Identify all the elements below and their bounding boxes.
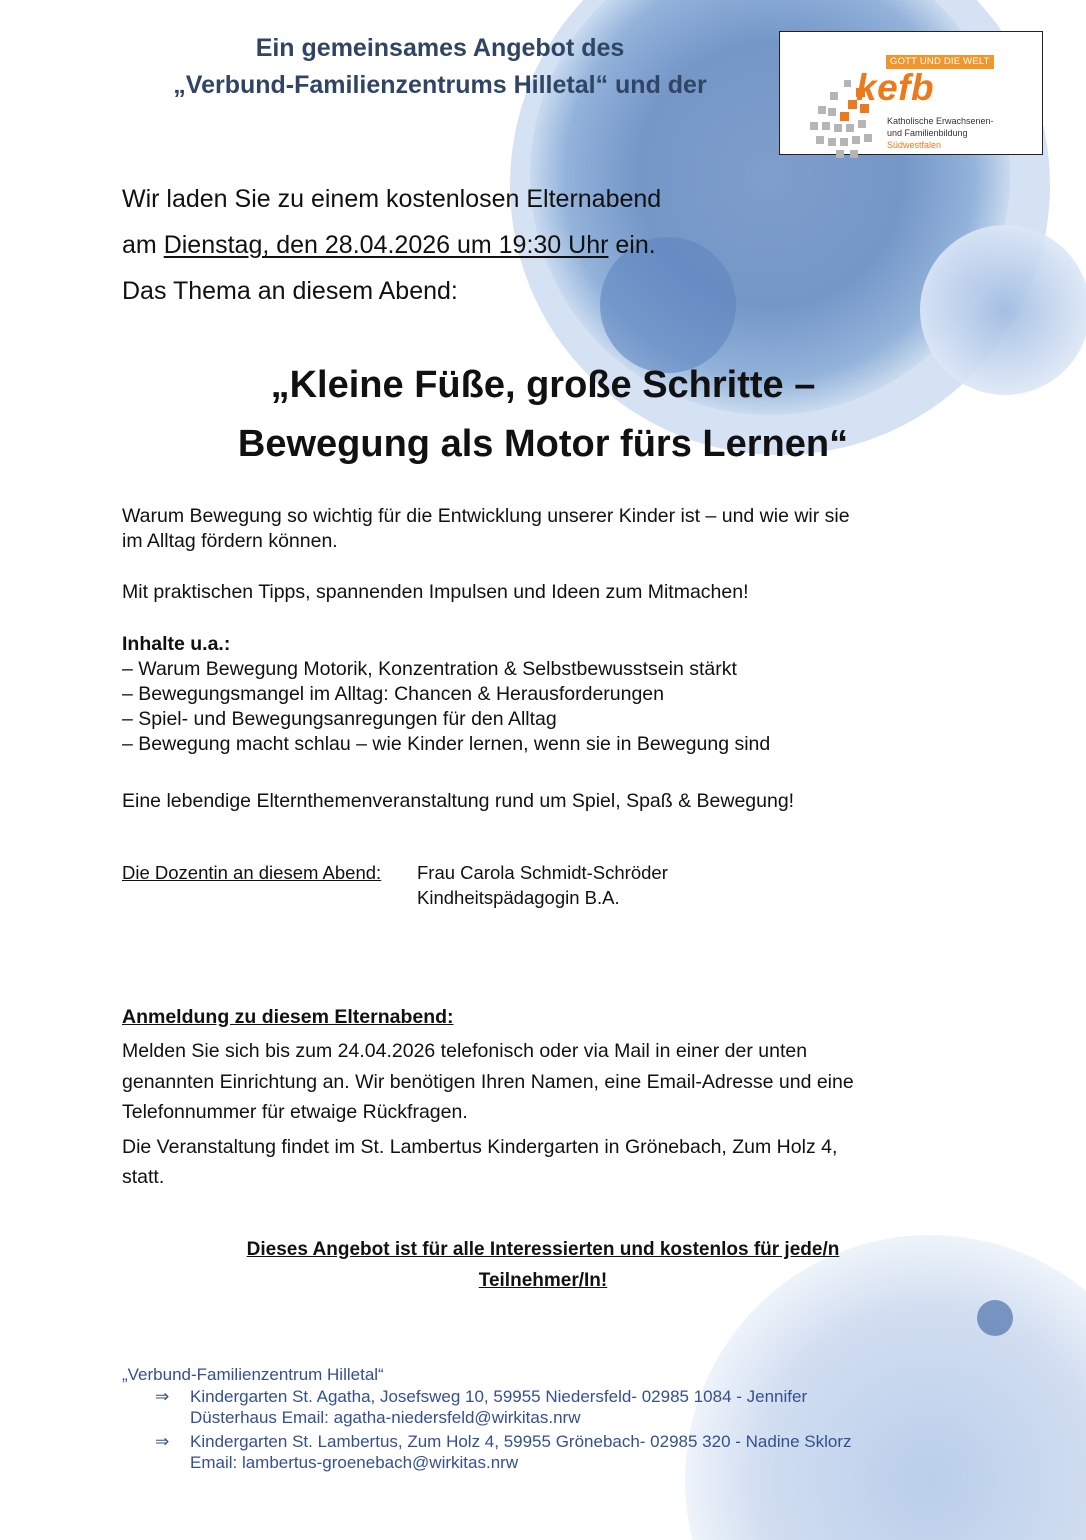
header-line-2: „Verbund-Familienzentrums Hilletal“ und der: [173, 71, 707, 99]
reg-line: genannten Einrichtung an. Wir benötigen Ihren Namen, eine Email-Adresse und eine: [122, 1070, 854, 1093]
lecturer-info: [417, 860, 668, 910]
footer-line: Kindergarten St. Agatha, Josefsweg 10, 59955 Niedersfeld- 02985 1084 - Jennifer: [190, 1387, 808, 1406]
event-date: Dienstag, den 28.04.2026 um 19:30 Uhr: [163, 231, 609, 259]
footer-line: Email: lambertus-groenebach@wirkitas.nrw: [190, 1453, 519, 1472]
contents-heading: Inhalte u.a.:: [122, 633, 231, 655]
lecturer-role: Kindheitspädagogin B.A.: [417, 887, 620, 908]
footer-line: Düsterhaus Email: agatha-niedersfeld@wirkitas.nrw: [190, 1408, 581, 1427]
logo-sub-line-1: Katholische Erwachsenen-: [887, 116, 994, 126]
list-item: – Spiel- und Bewegungsanregungen für den Alltag: [122, 708, 557, 730]
header-line-1: Ein gemeinsames Angebot des: [255, 34, 625, 62]
logo-wordmark: kefb: [856, 67, 935, 108]
arrow-icon: ⇒: [155, 1432, 170, 1451]
intro-line-1: Warum Bewegung so wichtig für die Entwicklung unserer Kinder ist – und wie wir sie: [122, 505, 850, 527]
title-line-2: Bewegung als Motor fürs Lernen“: [237, 423, 849, 465]
bg-circle-bottom-dot: [977, 1300, 1013, 1336]
registration-text: [122, 1036, 982, 1197]
registration-para-2: [122, 1132, 982, 1193]
logo-region: Südwestfalen: [887, 140, 942, 150]
footer-entry-lambertus: [190, 1431, 910, 1473]
offer-notice: [150, 1234, 936, 1296]
event-title: [40, 356, 1046, 474]
reg-line: Melden Sie sich bis zum 24.04.2026 telefonisch oder via Mail in einer der unten: [122, 1040, 808, 1062]
reg-line: Telefonnummer für etwaige Rückfragen.: [122, 1101, 468, 1123]
logo-subtitle: [887, 115, 994, 151]
title-line-1: „Kleine Füße, große Schritte –: [270, 364, 816, 406]
closing-text: Eine lebendige Elternthemenveranstaltung rund um Spiel, Spaß & Bewegung!: [122, 790, 795, 812]
invite-prefix: am: [122, 231, 164, 259]
lecturer-name: Frau Carola Schmidt-Schröder: [417, 862, 668, 883]
invite-line-1: Wir laden Sie zu einem kostenlosen Elternabend: [122, 185, 662, 213]
invite-suffix: ein.: [608, 231, 656, 259]
invite-line-2: [122, 222, 661, 268]
footer-title: „Verbund-Familienzentrum Hilletal“: [122, 1365, 384, 1384]
arrow-icon: ⇒: [155, 1387, 170, 1406]
tips-text: Mit praktischen Tipps, spannenden Impulsen und Ideen zum Mitmachen!: [122, 581, 749, 603]
registration-heading: Anmeldung zu diesem Elternabend:: [122, 1006, 454, 1028]
logo-tagline: GOTT UND DIE WELT: [886, 55, 994, 69]
contents-list: [122, 632, 770, 757]
registration-para-1: [122, 1036, 982, 1128]
invite-line-3: Das Thema an diesem Abend:: [122, 277, 458, 305]
intro-line-2: im Alltag fördern können.: [122, 530, 338, 552]
invitation: [122, 176, 661, 314]
reg-line: Die Veranstaltung findet im St. Lambertus Kindergarten in Grönebach, Zum Holz 4,: [122, 1135, 838, 1158]
list-item: – Bewegung macht schlau – wie Kinder lernen, wenn sie in Bewegung sind: [122, 733, 771, 755]
footer-line: Kindergarten St. Lambertus, Zum Holz 4, 59955 Grönebach- 02985 320 - Nadine Sklorz: [190, 1432, 852, 1451]
kefb-logo: [779, 31, 1043, 155]
reg-line: statt.: [122, 1166, 165, 1188]
footer-entry-agatha: [190, 1386, 910, 1428]
lecturer-label: Die Dozentin an diesem Abend:: [122, 862, 382, 883]
offer-line-1: Dieses Angebot ist für alle Interessierten und kostenlos für jede/n: [246, 1239, 840, 1260]
logo-sub-line-2: und Familienbildung: [887, 128, 968, 138]
header-title: [120, 30, 760, 104]
intro-text: [122, 504, 850, 554]
list-item: – Warum Bewegung Motorik, Konzentration & Selbstbewusstsein stärkt: [122, 658, 737, 680]
offer-line-2: Teilnehmer/In!: [478, 1270, 608, 1291]
list-item: – Bewegungsmangel im Alltag: Chancen & Herausforderungen: [122, 683, 665, 705]
